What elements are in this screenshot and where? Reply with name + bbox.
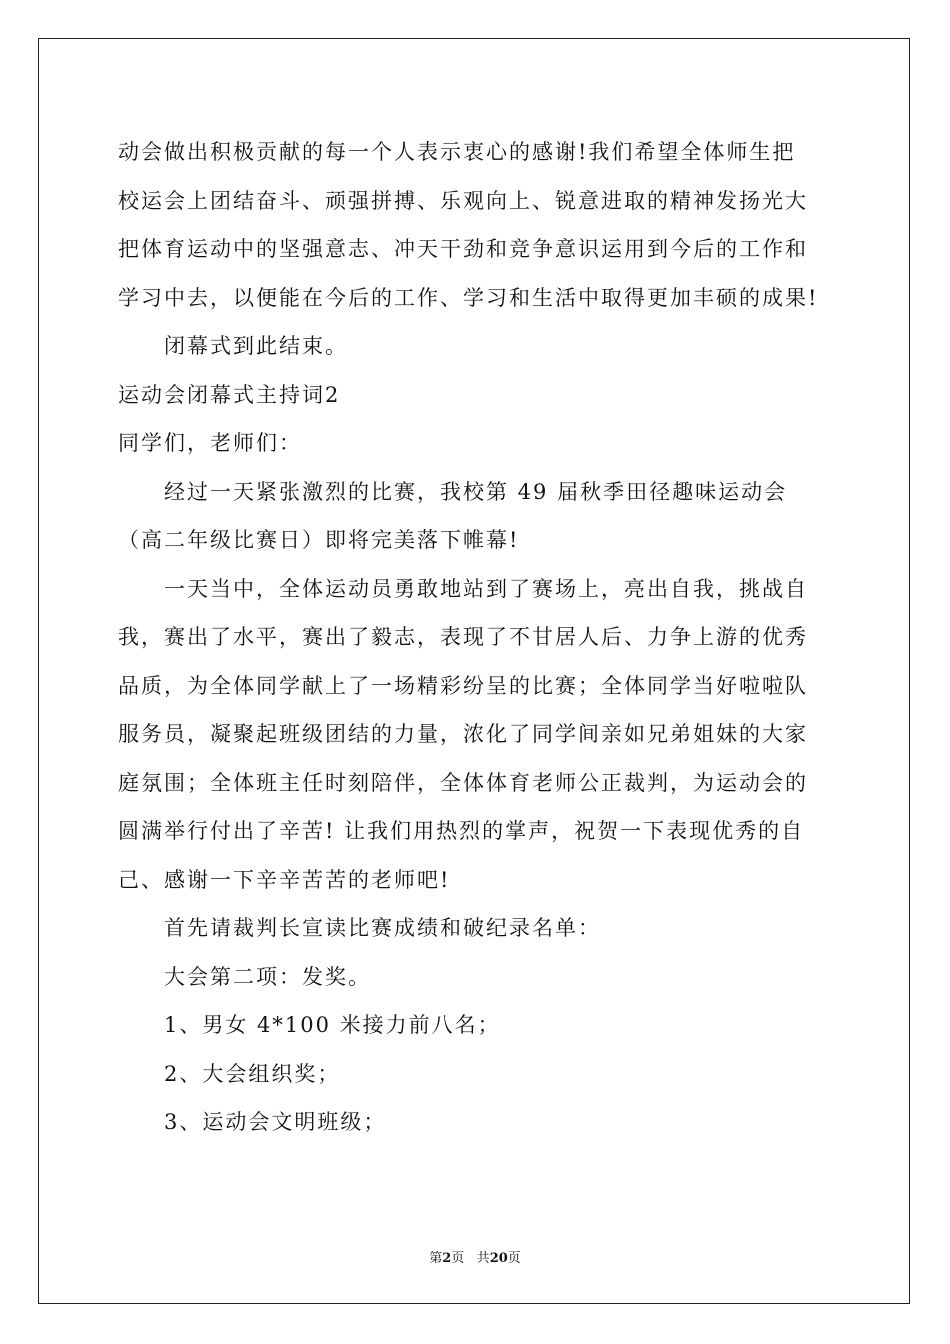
page-unit: 页	[451, 1251, 465, 1266]
total-prefix: 共	[476, 1251, 490, 1266]
total-pages: 20	[489, 1251, 508, 1266]
text-line: 品质，为全体同学献上了一场精彩纷呈的比赛；全体同学当好啦啦队	[118, 673, 808, 698]
list-item: 3、运动会文明班级；	[164, 1110, 387, 1134]
section-heading: 运动会闭幕式主持词2	[118, 382, 341, 407]
list-item: 2、大会组织奖；	[164, 1061, 341, 1086]
text-line: 闭幕式到此结束。	[164, 334, 348, 358]
page-number: 2	[442, 1251, 452, 1266]
document-body	[118, 128, 838, 1147]
salutation: 同学们，老师们：	[118, 431, 302, 455]
page-prefix: 第	[429, 1251, 443, 1266]
text-line: 我，赛出了水平，赛出了毅志，表现了不甘居人后、力争上游的优秀	[118, 625, 808, 649]
text-line: 学习中去，以便能在今后的工作、学习和生活中取得更加丰硕的成果!	[118, 285, 819, 310]
list-item: 1、男女 4*100 米接力前八名；	[164, 1013, 501, 1037]
text-line: 把体育运动中的坚强意志、冲天干劲和竞争意识运用到今后的工作和	[118, 237, 808, 261]
text-line: 庭氛围；全体班主任时刻陪伴，全体体育老师公正裁判，为运动会的	[118, 770, 808, 795]
page-footer	[0, 1247, 950, 1266]
text-line: （高二年级比赛日）即将完美落下帷幕!	[118, 528, 520, 552]
text-line: 动会做出积极贡献的每一个人表示衷心的感谢!我们希望全体师生把	[118, 140, 796, 164]
text-line: 经过一天紧张激烈的比赛，我校第 49 届秋季田径趣味运动会	[164, 479, 788, 504]
text-line: 大会第二项：发奖。	[164, 964, 371, 989]
text-line: 圆满举行付出了辛苦! 让我们用热烈的掌声，祝贺一下表现优秀的自	[118, 819, 805, 843]
total-unit: 页	[507, 1251, 521, 1266]
text-line: 首先请裁判长宣读比赛成绩和破纪录名单：	[164, 916, 601, 940]
text-line: 校运会上团结奋斗、顽强拼搏、乐观向上、锐意进取的精神发扬光大	[118, 188, 808, 213]
text-line: 服务员，凝聚起班级团结的力量，浓化了同学间亲如兄弟姐妹的大家	[118, 722, 808, 746]
text-line: 己、感谢一下辛辛苦苦的老师吧!	[118, 867, 451, 892]
text-line: 一天当中，全体运动员勇敢地站到了赛场上，亮出自我，挑战自	[164, 576, 808, 601]
